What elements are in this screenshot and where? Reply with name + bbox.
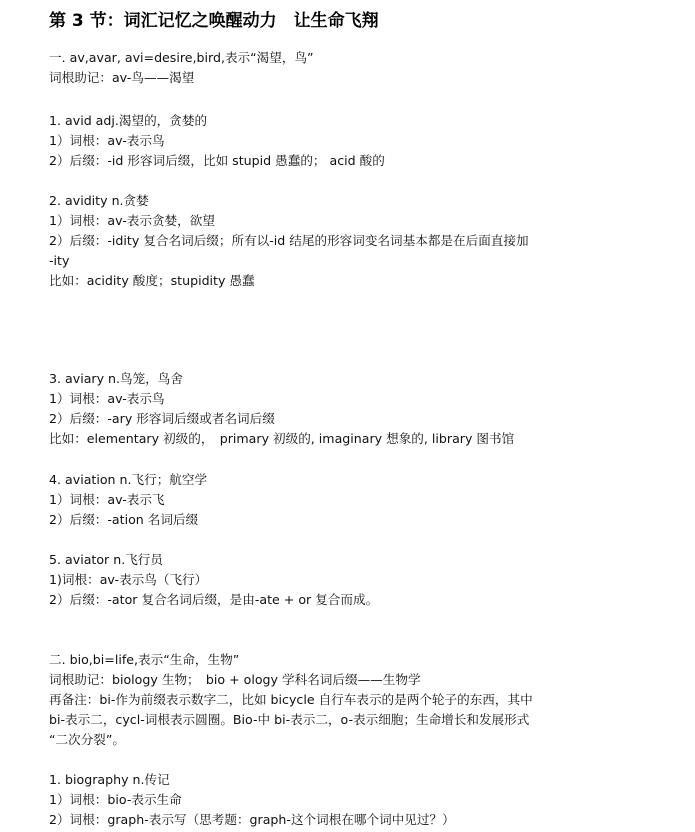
text-line: 4. aviation n.飞行；航空学 bbox=[49, 472, 208, 487]
text-line: 1)词根：av-表示鸟（飞行） bbox=[49, 572, 208, 587]
text-line: 词根助记：biology 生物； bio + ology 学科名词后缀——生物学 bbox=[49, 672, 421, 687]
text-line: 比如：elementary 初级的， primary 初级的, imaginary 想象的, library 图书馆 bbox=[49, 431, 515, 446]
text-line: bi-表示二，cycl-词根表示圆圈。Bio-中 bi-表示二，o-表示细胞；生命增长和发展形式 bbox=[49, 712, 530, 727]
text-line: 5. aviator n.飞行员 bbox=[49, 552, 163, 567]
text-line: 词根助记：av-鸟——渴望 bbox=[49, 70, 195, 85]
text-line: 1. biography n.传记 bbox=[49, 772, 170, 787]
text-line: “二次分裂”。 bbox=[49, 732, 126, 747]
text-line: 1）词根：av-表示贪婪，欲望 bbox=[49, 213, 215, 228]
text-line: -ity bbox=[49, 253, 70, 268]
text-line: 3. aviary n.鸟笼，鸟舍 bbox=[49, 371, 183, 386]
text-line: 2. avidity n.贪婪 bbox=[49, 193, 149, 208]
text-line: 1）词根：av-表示鸟 bbox=[49, 133, 165, 148]
text-line: 再备注：bi-作为前缀表示数字二，比如 bicycle 自行车表示的是两个轮子的东西，其中 bbox=[49, 692, 533, 707]
text-line: 1. avid adj.渴望的，贪婪的 bbox=[49, 113, 208, 128]
text-line: 2）后缀：-id 形容词后缀，比如 stupid 愚蠢的； acid 酸的 bbox=[49, 153, 385, 168]
text-line: 2）后缀：-idity 复合名词后缀；所有以-id 结尾的形容词变名词基本都是在后面直接加 bbox=[49, 233, 529, 248]
text-line: 2）后缀：-ation 名词后缀 bbox=[49, 512, 199, 527]
text-line: 一. av,avar, avi=desire,bird,表示“渴望，鸟” bbox=[49, 50, 314, 65]
text-line: 比如：acidity 酸度；stupidity 愚蠢 bbox=[49, 273, 255, 288]
text-line: 2）词根：graph-表示写（思考题：graph-这个词根在哪个词中见过？） bbox=[49, 812, 455, 827]
section-title: 第 3 节：词汇记忆之唤醒动力 让生命飞翔 bbox=[49, 11, 379, 31]
text-line: 二. bio,bi=life,表示“生命，生物” bbox=[49, 652, 240, 667]
text-line: 2）后缀：-ator 复合名词后缀，是由-ate + or 复合而成。 bbox=[49, 592, 379, 607]
text-line: 1）词根：bio-表示生命 bbox=[49, 792, 182, 807]
text-line: 1）词根：av-表示鸟 bbox=[49, 391, 165, 406]
text-line: 2）后缀：-ary 形容词后缀或者名词后缀 bbox=[49, 411, 275, 426]
text-line: 1）词根：av-表示飞 bbox=[49, 492, 165, 507]
